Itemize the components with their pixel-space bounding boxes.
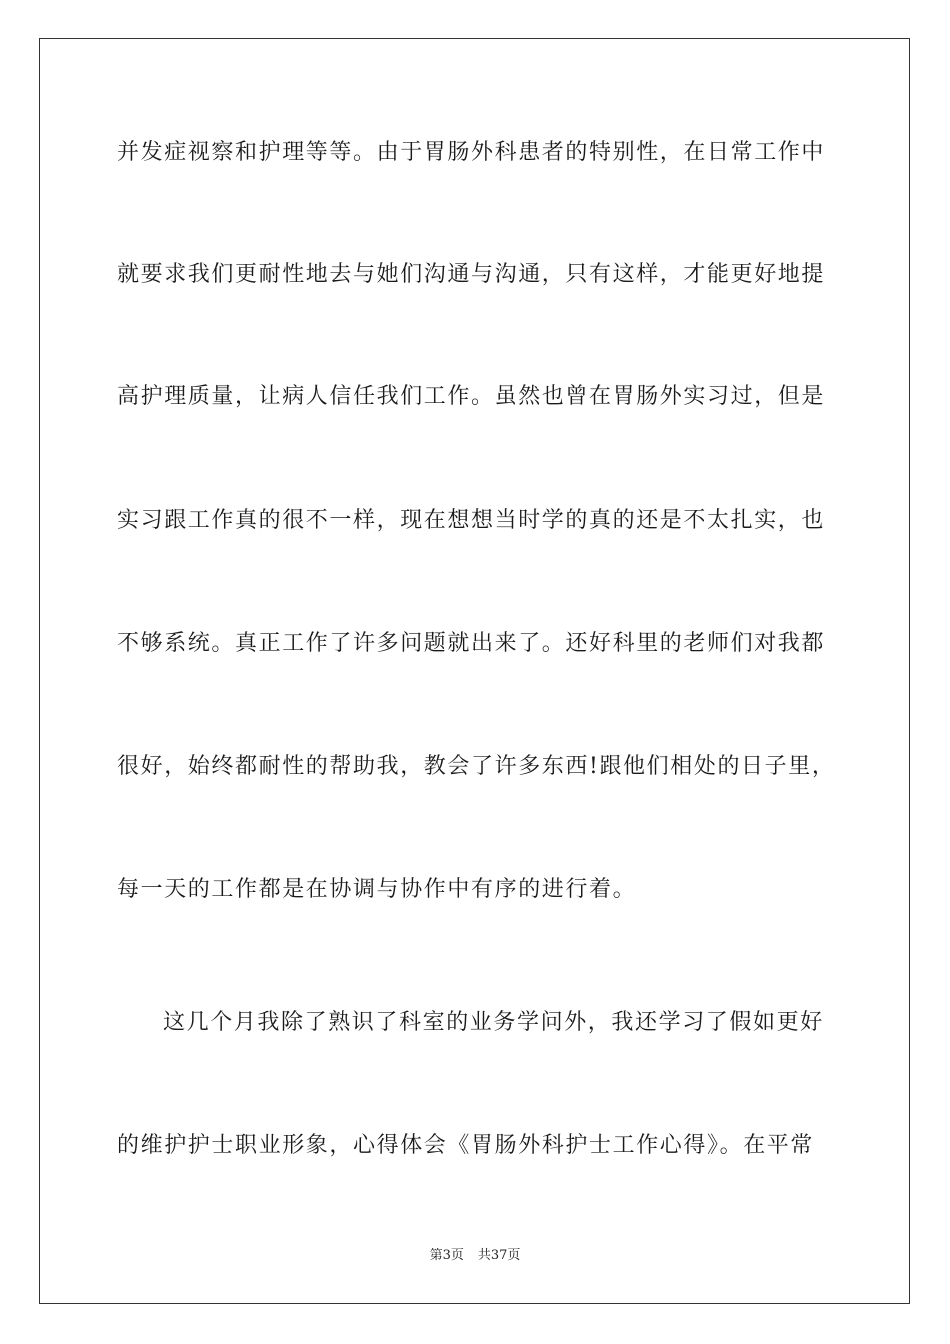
text-line-3: 高护理质量，让病人信任我们工作。虽然也曾在胃肠外实习过，但是 <box>117 384 826 409</box>
text-line-6: 很好，始终都耐性的帮助我，教会了许多东西!跟他们相处的日子里， <box>117 754 836 779</box>
text-line-7: 每一天的工作都是在协调与协作中有序的进行着。 <box>117 877 637 902</box>
page-border <box>39 38 910 1304</box>
text-line-2: 就要求我们更耐性地去与她们沟通与沟通，只有这样，才能更好地提 <box>117 262 826 287</box>
text-line-4: 实习跟工作真的很不一样，现在想想当时学的真的还是不太扎实，也 <box>117 508 826 533</box>
page-footer <box>0 1248 950 1264</box>
page-number: 第3页 <box>429 1248 464 1263</box>
text-line-5: 不够系统。真正工作了许多问题就出来了。还好科里的老师们对我都 <box>117 631 826 656</box>
page-total: 共37页 <box>477 1248 521 1263</box>
text-line-8: 这几个月我除了熟识了科室的业务学问外，我还学习了假如更好 <box>163 1010 824 1035</box>
text-line-9: 的维护护士职业形象，心得体会《胃肠外科护士工作心得》。在平常 <box>117 1133 815 1158</box>
text-line-1: 并发症视察和护理等等。由于胃肠外科患者的特别性，在日常工作中 <box>117 140 826 165</box>
